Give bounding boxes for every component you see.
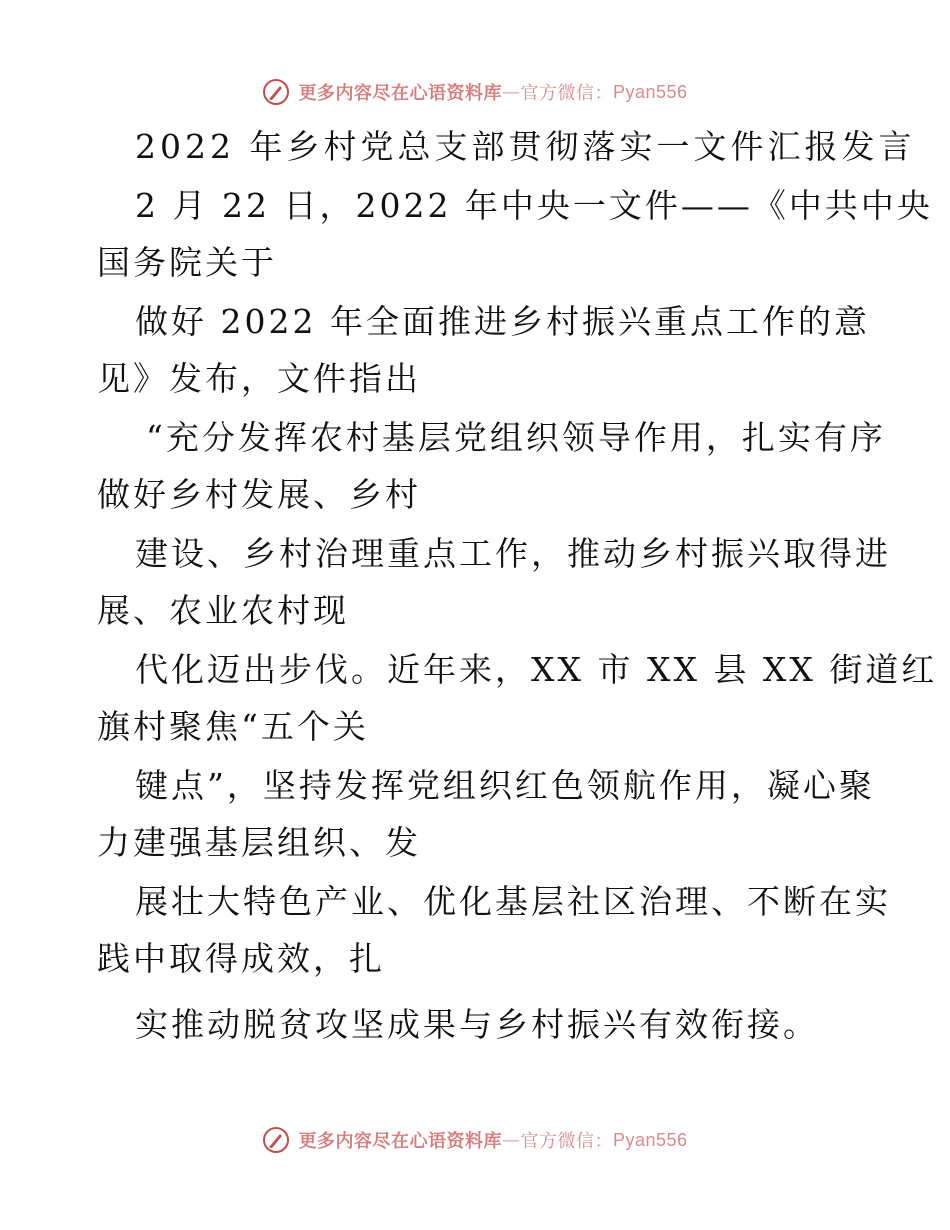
quill-pen-logo-icon	[262, 78, 290, 106]
body-line: “充分发挥农村基层党组织领导作用，扎实有序	[146, 418, 886, 457]
body-line: 代化迈出步伐。近年来，XX 市 XX 县 XX 街道红	[135, 650, 938, 689]
body-line: 展壮大特色产业、优化基层社区治理、不断在实	[135, 882, 891, 921]
watermark-wechat-id: Pyan556	[612, 1129, 688, 1150]
body-line: 力建强基层组织、发	[97, 823, 421, 862]
quill-pen-logo-icon	[262, 1126, 290, 1154]
body-line: 做好 2022 年全面推进乡村振兴重点工作的意	[135, 302, 870, 341]
body-line: 国务院关于	[97, 243, 277, 282]
body-line: 践中取得成效，扎	[97, 939, 385, 978]
body-line: 做好乡村发展、乡村	[97, 475, 421, 514]
footer-watermark	[0, 1120, 950, 1160]
watermark-brand: 更多内容尽在心语资料库	[298, 83, 502, 104]
body-line: 见》发布，文件指出	[97, 359, 421, 398]
body-line: 2 月 22 日，2022 年中央一文件——《中共中央	[135, 186, 933, 225]
watermark-wechat-id: Pyan556	[612, 81, 688, 102]
header-watermark	[0, 72, 950, 112]
watermark-separator: —	[501, 81, 521, 103]
document-title: 2022 年乡村党总支部贯彻落实一文件汇报发言	[135, 127, 916, 166]
watermark-separator: —	[501, 1129, 521, 1151]
body-line: 建设、乡村治理重点工作，推动乡村振兴取得进	[135, 534, 891, 573]
watermark-wechat-label: 官方微信：	[520, 83, 613, 104]
body-line: 展、农业农村现	[97, 591, 349, 630]
body-line: 实推动脱贫攻坚成果与乡村振兴有效衔接。	[135, 1005, 819, 1044]
body-line: 旗村聚焦“五个关	[97, 707, 369, 746]
watermark-brand: 更多内容尽在心语资料库	[298, 1131, 502, 1152]
watermark-wechat-label: 官方微信：	[520, 1131, 613, 1152]
body-line: 键点”，坚持发挥党组织红色领航作用，凝心聚	[135, 766, 875, 805]
